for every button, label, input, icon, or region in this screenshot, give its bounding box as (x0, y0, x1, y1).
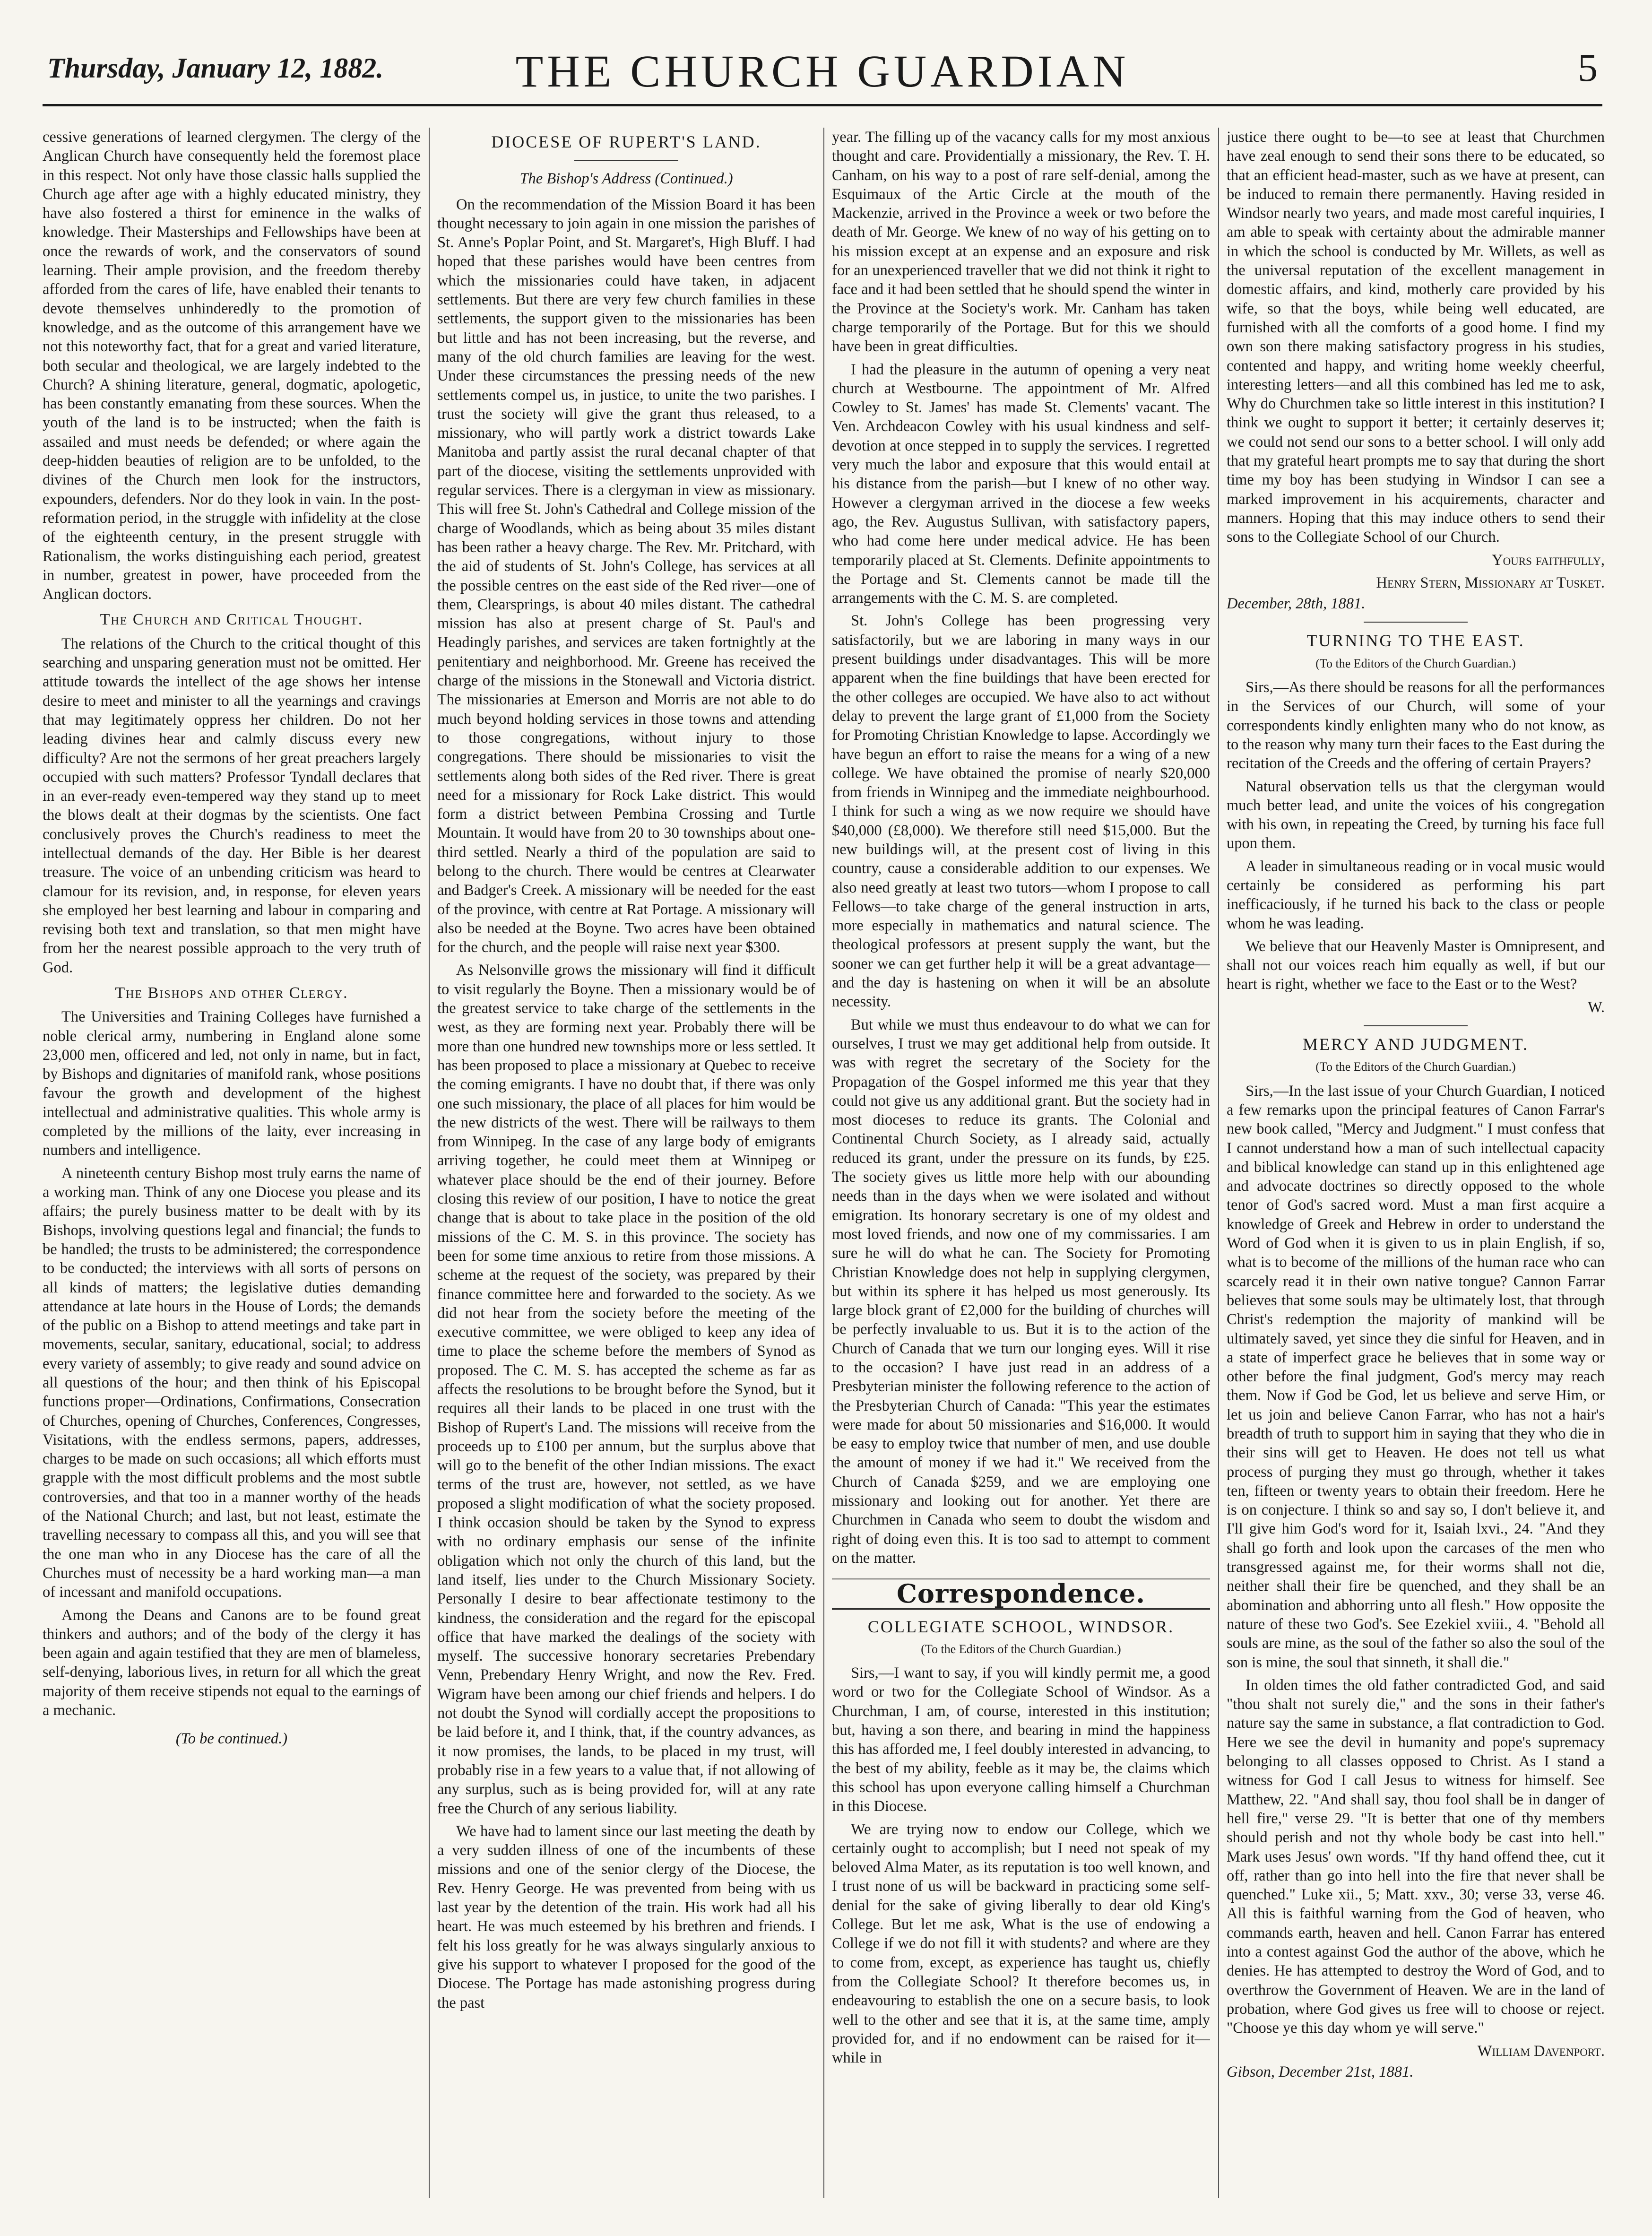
column-3 (832, 128, 1210, 2198)
column-divider (1218, 128, 1219, 2198)
paragraph: On the recommendation of the Mission Board it has been thought necessary to join again in one mission the parishes of St. Anne's Poplar Point, and St. Margaret's, High Bluff. I had hoped that these parishes would have been centres from which the missionaries could have taken, in adjacent settlements. But there are very few church families in these settlements, the support given to the missionaries has been but little and has not been increasing, but the reverse, and many of the old church families are leaving for the west. Under these circumstances the pressing needs of the new settlements compel us, in justice, to unite the two parishes. I trust the society will give the grant thus released, to a missionary, who will partly work a district towards Lake Manitoba and partly assist the rural decanal chapter of that part of the diocese, visiting the settlements unprovided with regular services. There is a clergyman in view as missionary. This will free St. John's Cathedral and College mission of the charge of Woodlands, which as being about 35 miles distant has been rather a heavy charge. The Rev. Mr. Pritchard, with the aid of students of St. John's College, has services at all the possible centres on the east side of the Red river—one of them, Clearsprings, is about 40 miles distant. The cathedral mission has also at present charge of St. Paul's and Headingly parishes, and services are taken fortnightly at the penitentiary and neighborhood. Mr. Greene has received the charge of the missions in the Stonewall and Victoria district. The missionaries at Emerson and Morris are not able to do much beyond holding services in those towns and attending to those congregations, without injury to those congregations. There should be missionaries to visit the settlements along both sides of the Red river. There is great need for a missionary for Rock Lake district. This would form a district between Pembina Crossing and Turtle Mountain. It would have from 20 to 30 townships about one-third settled. Nearly a third of the population are said to belong to the church. There would be centres at Clearwater and Badger's Creek. A missionary will be needed for the east of the province, with centre at Rat Portage. A missionary will also be needed at the Boyne. Two acres have been obtained for the church, and the people will raise next year $300. (437, 196, 815, 956)
correspondence-heading: Correspondence. (832, 1578, 1210, 1609)
dateline: Gibson, December 21st, 1881. (1227, 2063, 1414, 2080)
paragraph: In olden times the old father contradicted God, and said "thou shalt not surely die," and the sons in their father's nature say the same in substance, a flat contradiction to God. Here we see the devil in humanity and pope's supremacy belonging to all classes opposed to Christ. As I stand a witness for God I call Jesus to witness for himself. See Matthew, 22. "And shall say, thou fool shall be in danger of hell fire," verse 29. "It is better that one of thy members should perish and not thy whole body be cast into hell." Mark uses Jesus' own words. "If thy hand offend thee, cut it off, rather than go into hell into the fire that never shall be quenched." Luke xii., 5; Matt. xxv., 30; verse 33, verse 46. All this is faithful warning from the God of heaven, who commands earth, heaven and hell. Canon Farrar has entered into a contest against God the author of the above, which he denies. He has attempted to destroy the Word of God, and to overthrow the Government of Heaven. We are in the land of probation, where God gives us free will to choose or reject. "Choose ye this day whom ye will serve." (1227, 1676, 1605, 2037)
article-heading: DIOCESE OF RUPERT'S LAND. (491, 132, 761, 151)
signature: W. (1588, 998, 1605, 1016)
paragraph: St. John's College has been progressing very satisfactorily, but we are laboring in many ways in our present buildings under disadvantages. This will be more apparent when the fine buildings that have been erected for the other colleges are occupied. We have also to act without delay to prevent the large grant of £1,000 from the Society for Promoting Christian Knowledge to lapse. Accordingly we have begun an effort to raise the means for a wing of a new college. We have obtained the promise of nearly $20,000 from friends in Winnipeg and the immediate neighbourhood. I think for such a wing as we now require we should have $40,000 (£8,000). We therefore still need $15,000. But the new buildings will, at the present cost of living in this country, cause a considerable addition to our expenses. We also need greatly at least two tutors—whom I propose to call Fellows—to take charge of the general instruction in arts, more especially in mathematics and natural science. The theological professors at present supply the want, but the sooner we can get further help it will be a great advantage—and the day is hastening on when it will be an absolute necessity. (832, 612, 1210, 1011)
paragraph: But while we must thus endeavour to do what we can for ourselves, I trust we may get additional help from outside. It was with regret the secretary of the Society for the Propagation of the Gospel informed me this year that they could not give us any additional grant. But the society had in most dioceses to reduce its grants. The Colonial and Continental Church Society, as I already said, actually reduced its grant, under the pressure on its funds, by £25. The society gives us little more help with our abounding needs than in the days when we were isolated and without emigration. Its honorary secretary is one of my oldest and most loved friends, and now one of my commissaries. I am sure he will do what he can. The Society for Promoting Christian Knowledge does not help in supplying clergymen, but within its sphere it has helped us most generously. Its large block grant of £2,000 for the building of churches will be perfectly invaluable to us. But it is to the action of the Church of Canada that we turn our longing eyes. Will it rise to the occasion? I have just read in an address of a Presbyterian minister the following reference to the action of the Presbyterian Church of Canada: "This year the estimates were made for about 50 missionaries and $16,000. It would be easy to employ twice that number of men, and use double the amount of money if we had it." We received from the Church of Canada $259, and we are employing one missionary and looking out for another. Yet there are Churchmen in Canada who seem to doubt the wisdom and right of doing even this. It is too sad to attempt to comment on the matter. (832, 1016, 1210, 1567)
signature: William Davenport. (1477, 2042, 1605, 2060)
section-heading: The Church and Critical Thought. (100, 611, 363, 629)
paragraph: cessive generations of learned clergymen. The clergy of the Anglican Church have consequently held the foremost place in this respect. Not only have those classic halls supplied the Church age after age with a highly educated ministry, they have also fostered a thirst for eminence in the walks of knowledge. Their Masterships and Fellowships have been at once the rewards of work, and the conservators of sound learning. Their ample provision, and the freedom thereby afforded from the cares of life, have enabled their tenants to devote themselves unhinderedly to the promotion of knowledge, and as the outcome of this arrangement have we not this noteworthy fact, that for a great and varied literature, both secular and theological, we are largely indebted to the Church? A shining literature, general, dogmatic, apologetic, has been constantly emanating from these sources. When the youth of the land is to be instructed; when the faith is assailed and must needs be defended; or where again the deep-hidden beauties of religion are to be unfolded, to the divines of the Church men look for the instructors, expounders, defenders. Nor do they look in vain. In the post-reformation period, in the struggle with infidelity at the close of the eighteenth century, in the present struggle with Rationalism, the works distinguishing each period, greatest in number, greatest in power, have proceeded from the Anglican doctors. (43, 129, 421, 603)
issue-date: Thursday, January 12, 1882. (47, 52, 384, 84)
paragraph: A leader in simultaneous reading or in vocal music would certainly be considered as performing his part inefficaciously, if he turned his back to the class or people whom he was leading. (1227, 858, 1605, 932)
divider (574, 160, 678, 161)
masthead (43, 19, 1602, 104)
article-heading: MERCY AND JUDGMENT. (1302, 1035, 1529, 1054)
masthead-rule (43, 104, 1602, 106)
paragraph: justice there ought to be—to see at least that Churchmen have zeal enough to send their sons there to be educated, so that an efficient head-master, such as we have at present, can be induced to remain there permanently. Having resided in Windsor nearly two years, and made most careful inquiries, I am able to speak with certainty about the admirable manner in which the school is conducted by Mr. Willets, as well as the universal reputation of the excellent management in domestic affairs, and kind, motherly care provided by his wife, so that the boys, while being well educated, are furnished with all the comforts of a good home. I find my own son there making satisfactory progress in his studies, contented and happy, and writing home weekly cheerful, interesting letters—and all this combined has led me to ask, Why do Churchmen take so little interest in this institution? I think we ought to support it better; it certainly deserves it; we could not send our sons to a better school. I will only add that my grateful heart prompts me to say that during the short time my boy has been studying in Windsor I can see a marked improvement in his acquirements, character and manners. Hoping that this may induce others to send their sons to the Collegiate School of our Church. (1227, 129, 1605, 546)
paragraph: Natural observation tells us that the clergyman would much better lead, and unite the voices of his congregation with his own, in repeating the Creed, by turning his face full upon them. (1227, 778, 1605, 852)
editor-note: (To the Editors of the Church Guardian.) (1315, 1060, 1516, 1074)
paragraph: As Nelsonville grows the missionary will find it difficult to visit regularly the Boyne. Then a missionary would be of the greatest service to take charge of the settlements in the west, as they are forming next year. Probably there will be more than one hundred new townships more or less settled. It has been proposed to place a missionary at Quebec to receive the coming emigrants. I have no doubt that, if there was only one such missionary, the place of all places for him would be the new districts of the west. There will be railways to them from Winnipeg. In the case of any large body of emigrants arriving together, he could meet them at Winnipeg or whatever place should be the end of their journey. Before closing this review of our position, I have to notice the great change that is about to take place in the position of the old missions of the C. M. S. in this province. The society has been for some time anxious to retire from those missions. A scheme at the request of the society, was prepared by their finance committee here and forwarded to the society. As we did not hear from the society before the meeting of the executive committee, we were obliged to keep any idea of time to place the scheme before the members of Synod as proposed. The C. M. S. has accepted the scheme as far as affects the resolutions to be brought before the Synod, but it requires all their lands to be placed in one trust with the Bishop of Rupert's Land. The missions will receive from the proceeds up to £100 per annum, but the surplus above that will go to the benefit of the other Indian missions. The exact terms of the trust are, however, not settled, as we have proposed a slight modification of what the society proposed. I think occasion should be taken by the Synod to express with no ordinary emphasis our sense of the infinite obligation which not only the church of this land, but the land itself, lies under to the Church Missionary Society. Personally I desire to bear affectionate testimony to the kindness, the consideration and the regard for the episcopal office that have marked the dealings of the society with myself. The successive honorary secretaries Prebendary Venn, Prebendary Henry Wright, and now the Rev. Fred. Wigram have been among our chief friends and helpers. I do not doubt the Synod will cordially accept the propositions to be laid before it, and I think, that, if the country advances, as it now promises, the lands, to be placed in my trust, will probably rise in a few years to a value that, if not allowing of any surplus, such as is being provided for, will at any rate free the Church of any serious liability. (437, 962, 815, 1817)
divider (1364, 622, 1468, 623)
column-1 (43, 128, 421, 2198)
article-heading: COLLEGIATE SCHOOL, WINDSOR. (867, 1617, 1175, 1636)
paragraph: The Universities and Training Colleges have furnished a noble clerical army, numbering in England alone some 23,000 men, officered and led, not only in name, but in fact, by Bishops and dignitaries of manifold rank, whose positions favour the growth and development of the highest intellectual and administrative qualities. This whole army is completed by the millions of the laity, ever increasing in numbers and intelligence. (43, 1008, 421, 1159)
paragraph: The relations of the Church to the critical thought of this searching and unsparing generation must not be omitted. Her attitude towards the intellect of the age shows her intense desire to meet and minister to all the yearnings and cravings that may legitimately oppress her children. Do not her leading divines hear and calmly discuss every new difficulty? Are not the sermons of her great preachers largely occupied with such matters? Professor Tyndall declares that in an ever-ready even-tempered way they stand up to meet the blows dealt at their dogmas by the scientists. One fact conclusively proves the Church's readiness to meet the intellectual demands of the day. Her Bible is her dearest treasure. The voice of an unbending criticism was heard to clamour for its revision, and, in response, for eleven years she employed her best learning and labour in comparing and revising both text and translation, so that men might have from her the nearest possible approach to the very truth of God. (43, 635, 421, 976)
editor-note: (To the Editors of the Church Guardian.) (921, 1642, 1121, 1656)
paragraph: We have had to lament since our last meeting the death by a very sudden illness of one of the incumbents of these missions and one of the senior clergy of the Diocese, the Rev. Henry George. He was prevented from being with us last year by the detention of the train. His work had all his heart. He was much esteemed by his brethren and friends. I felt his loss greatly for he was always singularly anxious to give his support to whatever I proposed for the good of the Diocese. The Portage has made astonishing progress during the past (437, 1822, 815, 2011)
paragraph: Sirs,—In the last issue of your Church Guardian, I noticed a few remarks upon the principal features of Canon Farrar's new book called, "Mercy and Judgment." I must confess that I cannot understand how a man of such intellectual capacity and biblical knowledge can stand up in this enlightened age and advocate doctrines so directly opposed to the whole tenor of God's sacred word. Must a man first acquire a knowledge of Greek and Hebrew in order to understand the Word of God when it is given to us in plain English, if so, what is to become of the millions of the human race who can scarcely read it in their own native tongue? Cannon Farrar believes that some souls may be ultimately lost, that through Christ's redemption the majority of mankind will be ultimately saved, yet since they die sinful for Heaven, and in a state of imperfect grace he believes that in some way or other before the final judgment, God's mercy may reach them. Now if God be God, let us believe and serve Him, or let us join and believe Canon Farrar, who has not a hair's breadth of truth to support him in saying that they who die in their sins will get to Heaven. He does not tell us what process of purging they must go through, whether it takes ten, fifteen or twenty years to obtain their freedom. Here he is on conjecture. I think so and say so, I don't believe it, and I'll give him God's word for it, Isaiah lxvi., 24. "And they shall go forth and look upon the carcases of the men who transgressed against me, for their worms shall not die, neither shall their fire be quenched, and they shall be an abomination and abhorring unto all flesh." How opposite the nature of these two God's. See Ezekiel xviii., 4. "Behold all souls are mine, as the soul of the father so also the soul of the son is mine, the soul that sinneth, it shall die." (1227, 1082, 1605, 1671)
continued-note: (To be continued.) (175, 1730, 288, 1748)
column-divider (429, 128, 430, 2198)
paragraph: Sirs,—I want to say, if you will kindly permit me, a good word or two for the Collegiate School of Windsor. As a Churchman, I am, of course, interested in this institution; but, having a son there, and bearing in mind the happiness this has afforded me, I feel doubly interested in advancing, to the best of my ability, feeble as it may be, the claims which this school has upon everyone calling himself a Churchman in this Diocese. (832, 1664, 1210, 1815)
divider (1364, 1025, 1468, 1026)
signature: Henry Stern, Missionary at Tusket. (1376, 574, 1605, 591)
paragraph: A nineteenth century Bishop most truly earns the name of a working man. Think of any one Diocese you please and its affairs; the purely business matter to be dealt with by its Bishops, involving questions legal and financial; the funds to be handled; the trusts to be administered; the correspondence to be conducted; the interviews with all sorts of persons on all kinds of matters; the legislative duties demanding attendance at late hours in the House of Lords; the demands of the public on a Bishop to attend meetings and take part in movements, secular, sanitary, educational, social; to address every variety of assembly; to give ready and sound advice on all questions of the hour; and then think of his Episcopal functions proper—Ordinations, Confirmations, Consecration of Churches, opening of Churches, Conferences, Congresses, Visitations, with the endless sermons, papers, addresses, charges to be made on such occasions; all which efforts must grapple with the most difficult problems and the most subtle controversies, and that too in a manner worthy of the heads of the National Church; and last, but not least, estimate the travelling necessary to compass all this, and you will see that the one man who in any Diocese has the care of all the Churches must of necessity be a hard working man—a man of incessant and manifold occupations. (43, 1164, 421, 1601)
column-2 (437, 128, 815, 2198)
paragraph: I had the pleasure in the autumn of opening a very neat church at Westbourne. The appointment of Mr. Alfred Cowley to St. James' has made St. Clements' vacant. The Ven. Archdeacon Cowley with his usual kindness and self-devotion at once stepped in to supply the services. I regretted very much the labor and exposure that this would entail at his distance from the parish—but I knew of no other way. However a clergyman arrived in the diocese a few weeks ago, the Rev. Augustus Sullivan, with satisfactory papers, who had come here under medical advice. He has been temporarily placed at St. Clements. Definite appointments to the Portage and St. Clements cannot be made till the arrangements with the C. M. S. are completed. (832, 361, 1210, 607)
article-subheading: The Bishop's Address (Continued.) (519, 170, 733, 188)
closing: Yours faithfully, (1492, 551, 1605, 569)
paragraph: year. The filling up of the vacancy calls for my most anxious thought and care. Providentially a missionary, the Rev. T. H. Canham, on his way to a post of rare self-denial, among the Esquimaux of the Artic Circle at the mouth of the Mackenzie, arrived in the Province a week or two before the death of Mr. George. We knew of no way of his getting on to his mission except at an expense and an exposure and risk for an unexperienced traveller that we did not think it right to face and it had been settled that he should spend the winter in the Province at the Society's work. Mr. Canham has taken charge temporarily of the Portage. But for this we should have been in great difficulties. (832, 129, 1210, 355)
paragraph: We believe that our Heavenly Master is Omnipresent, and shall not our voices reach him equally as well, if but our heart is right, whether we face to the East or to the West? (1227, 937, 1605, 993)
paragraph: Sirs,—As there should be reasons for all the performances in the Services of our Church, will some of your correspondents kindly enlighten many who do not know, as to the reason why many turn their faces to the East during the recitation of the Creeds and the offering of certain Prayers? (1227, 679, 1605, 772)
dateline: December, 28th, 1881. (1227, 595, 1366, 613)
section-heading: The Bishops and other Clergy. (115, 984, 348, 1002)
newspaper-title: THE CHURCH GUARDIAN (515, 46, 1130, 96)
editor-note: (To the Editors of the Church Guardian.) (1315, 656, 1516, 670)
column-divider (823, 128, 824, 2198)
paragraph: We are trying now to endow our College, which we certainly ought to accomplish; but I need not speak of my beloved Alma Mater, as its reputation is too well known, and I trust none of us will be backward in practicing some self-denial for the sake of giving liberally to dear old King's College. But let me ask, What is the use of endowing a College if we do not fill it with students? and where are they to come from, except, as experience has taught us, chiefly from the Collegiate School? It therefore becomes us, in endeavouring to establish the one on a secure basis, to look well to the other and see that it is, at the same time, amply provided for, and if no endowment can be raised for it—while in (832, 1820, 1210, 2067)
article-heading: TURNING TO THE EAST. (1306, 631, 1525, 650)
column-4 (1227, 128, 1605, 2198)
newspaper-page (43, 19, 1605, 2212)
page-number: 5 (1578, 46, 1598, 90)
paragraph: Among the Deans and Canons are to be found great thinkers and authors; and of the body of the clergy it has been again and again testified that they are men of blameless, self-denying, laborious lives, in return for all which the great majority of them receive stipends not equal to the earnings of a mechanic. (43, 1606, 421, 1719)
